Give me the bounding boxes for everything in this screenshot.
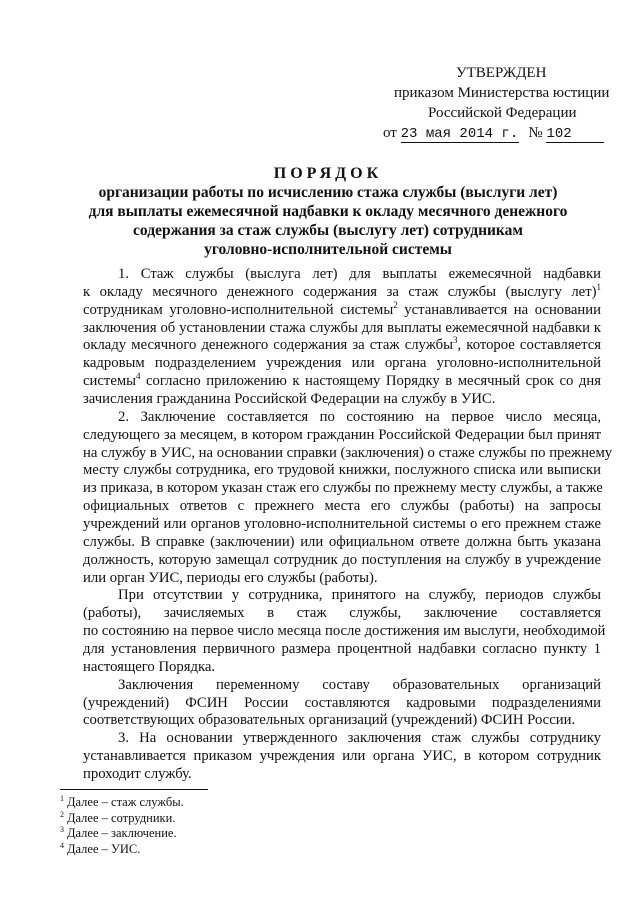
footnote: [60, 811, 184, 827]
text-line: [83, 355, 601, 373]
footnote-mark: 1: [60, 794, 64, 803]
text-segment: 1. Стаж службы (выслуга лет) для выплаты ежемесячной надбавки: [118, 266, 601, 282]
text-line: [83, 516, 601, 534]
text-segment: месту службы сотрудника, его трудовой книжки, послужного списка или выписки: [83, 462, 601, 479]
approval-date-line: [383, 123, 604, 143]
text-segment: , которое составляется: [457, 337, 602, 354]
footnotes: [60, 795, 184, 857]
text-line: [83, 730, 601, 748]
footnote-mark: 3: [60, 825, 64, 834]
footnote: [60, 842, 184, 858]
text-segment: сотрудникам уголовно-исполнительной системы: [83, 301, 394, 318]
text-segment: 3. На основании утвержденного заключения стаж службы сотруднику: [118, 730, 601, 747]
footnote-ref: 4: [136, 371, 141, 382]
subtitle-line: содержания за стаж службы (выслугу лет) сотрудникам: [133, 222, 523, 239]
text-segment: учреждений или органов уголовно-исполнительной системы о его прежнем стаже: [83, 516, 601, 533]
text-segment: окладу месячного денежного содержания за стаж службы: [83, 337, 453, 354]
text-line: [83, 266, 601, 284]
text-line: [83, 659, 601, 677]
text-line: [83, 748, 601, 766]
text-line: [83, 373, 601, 391]
text-segment: устанавливается приказом учреждения или органа УИС, в котором сотрудник: [83, 748, 601, 765]
text-segment: (работы), зачисляемых в стаж службы, заключение составляется: [83, 605, 601, 622]
text-segment: зачисления гражданина Российской Федерации на службу в УИС.: [83, 391, 496, 408]
order-number: 102: [546, 127, 604, 143]
text-line: [83, 534, 601, 552]
text-segment: из приказа, в котором указан стаж его службы по прежнему месту службы, а также: [83, 480, 603, 497]
document-title: ПОРЯДОК: [273, 165, 383, 182]
number-prefix: №: [528, 125, 543, 141]
footnote-ref: 3: [453, 335, 458, 346]
text-segment: службы. В справке (заключении) или официальном ответе должна быть указана: [83, 533, 601, 550]
text-line: [83, 427, 601, 445]
text-segment: Заключения переменному составу образовательных организаций: [118, 676, 601, 693]
text-line: [83, 337, 601, 355]
text-segment: по состоянию на первое число месяца после достижения им выслуги, необходимой: [83, 623, 606, 640]
text-line: [83, 444, 613, 463]
footnote-divider: [60, 789, 208, 790]
text-segment: кадровым подразделением учреждения или органа уголовно-исполнительной: [83, 355, 601, 372]
text-line: [83, 299, 601, 320]
text-line: [83, 409, 601, 427]
text-segment: (учреждений) ФСИН России составляются кадровыми подразделениями: [83, 694, 601, 711]
text-line: [83, 391, 601, 409]
text-segment: для установления первичного размера процентной надбавки согласно пункту 1: [83, 641, 601, 658]
text-line: [83, 712, 601, 730]
footnote: [60, 795, 184, 811]
approval-country-line: Российской Федерации: [428, 105, 577, 121]
text-line: [83, 480, 601, 498]
footnote-text: Далее – сотрудники.: [67, 810, 176, 825]
footnote-text: Далее – стаж службы.: [67, 795, 184, 809]
footnote-mark: 2: [60, 809, 64, 819]
subtitle-line: для выплаты ежемесячной надбавки к окладу месячного денежного: [88, 203, 568, 220]
text-line: [83, 677, 601, 695]
text-segment: официальных ответов с прежнего места его службы (работы) на запросы: [83, 498, 601, 515]
text-segment: 2. Заключение составляется по состоянию на первое число месяца,: [118, 408, 601, 425]
footnote-ref: 1: [596, 281, 601, 292]
text-line: [83, 605, 601, 623]
text-segment: должность, которую замещал сотрудник до поступления на службу в учреждение: [83, 551, 601, 568]
approval-order-line: приказом Министерства юстиции: [394, 85, 610, 101]
footnote-text: Далее – заключение.: [67, 826, 177, 840]
text-line: [83, 498, 601, 516]
text-line: [83, 695, 601, 713]
text-line: [83, 552, 601, 570]
text-segment: заключения об установлении стажа службы для выплаты ежемесячной надбавки к: [83, 319, 601, 336]
footnote: [60, 826, 184, 842]
order-date: 23 мая 2014 г.: [400, 126, 519, 142]
footnote-text: Далее – УИС.: [67, 841, 141, 856]
text-segment: устанавливается на основании: [397, 301, 601, 318]
footnote-mark: 4: [60, 840, 64, 850]
text-line: [83, 281, 601, 302]
text-segment: к окладу месячного денежного содержания за стаж службы (выслугу лет): [83, 283, 597, 300]
subtitle-line: организации работы по исчислению стажа службы (выслуги лет): [98, 184, 558, 201]
subtitle-line: уголовно-исполнительной системы: [204, 241, 452, 258]
text-segment: на службу в УИС, на основании справки (заключения) о стаже службы по прежнему: [83, 444, 613, 461]
approval-title: УТВЕРЖДЕН: [456, 65, 547, 81]
text-segment: соответствующих образовательных организаций (учреждений) ФСИН России.: [83, 712, 576, 729]
text-segment: При отсутствии у сотрудника, принятого на службу, периодов службы: [118, 587, 601, 604]
text-segment: проходит службу.: [83, 766, 192, 783]
text-segment: настоящего Порядка.: [83, 658, 216, 675]
text-segment: системы: [83, 373, 136, 390]
text-line: [83, 766, 601, 784]
text-line: [83, 641, 601, 659]
document-body: [83, 266, 613, 784]
text-line: [83, 570, 601, 588]
text-segment: следующего за месяцем, в котором гражданин Российской Федерации был принят: [83, 426, 601, 443]
text-line: [83, 462, 601, 480]
text-segment: или орган УИС, периоды его службы (работы).: [83, 569, 378, 586]
text-line: [83, 587, 601, 605]
text-line: [83, 623, 606, 641]
text-line: [83, 320, 601, 338]
footnote-ref: 2: [393, 299, 398, 310]
text-segment: согласно приложению к настоящему Порядку в месячный срок со дня: [140, 373, 601, 390]
date-prefix: от: [383, 125, 397, 141]
